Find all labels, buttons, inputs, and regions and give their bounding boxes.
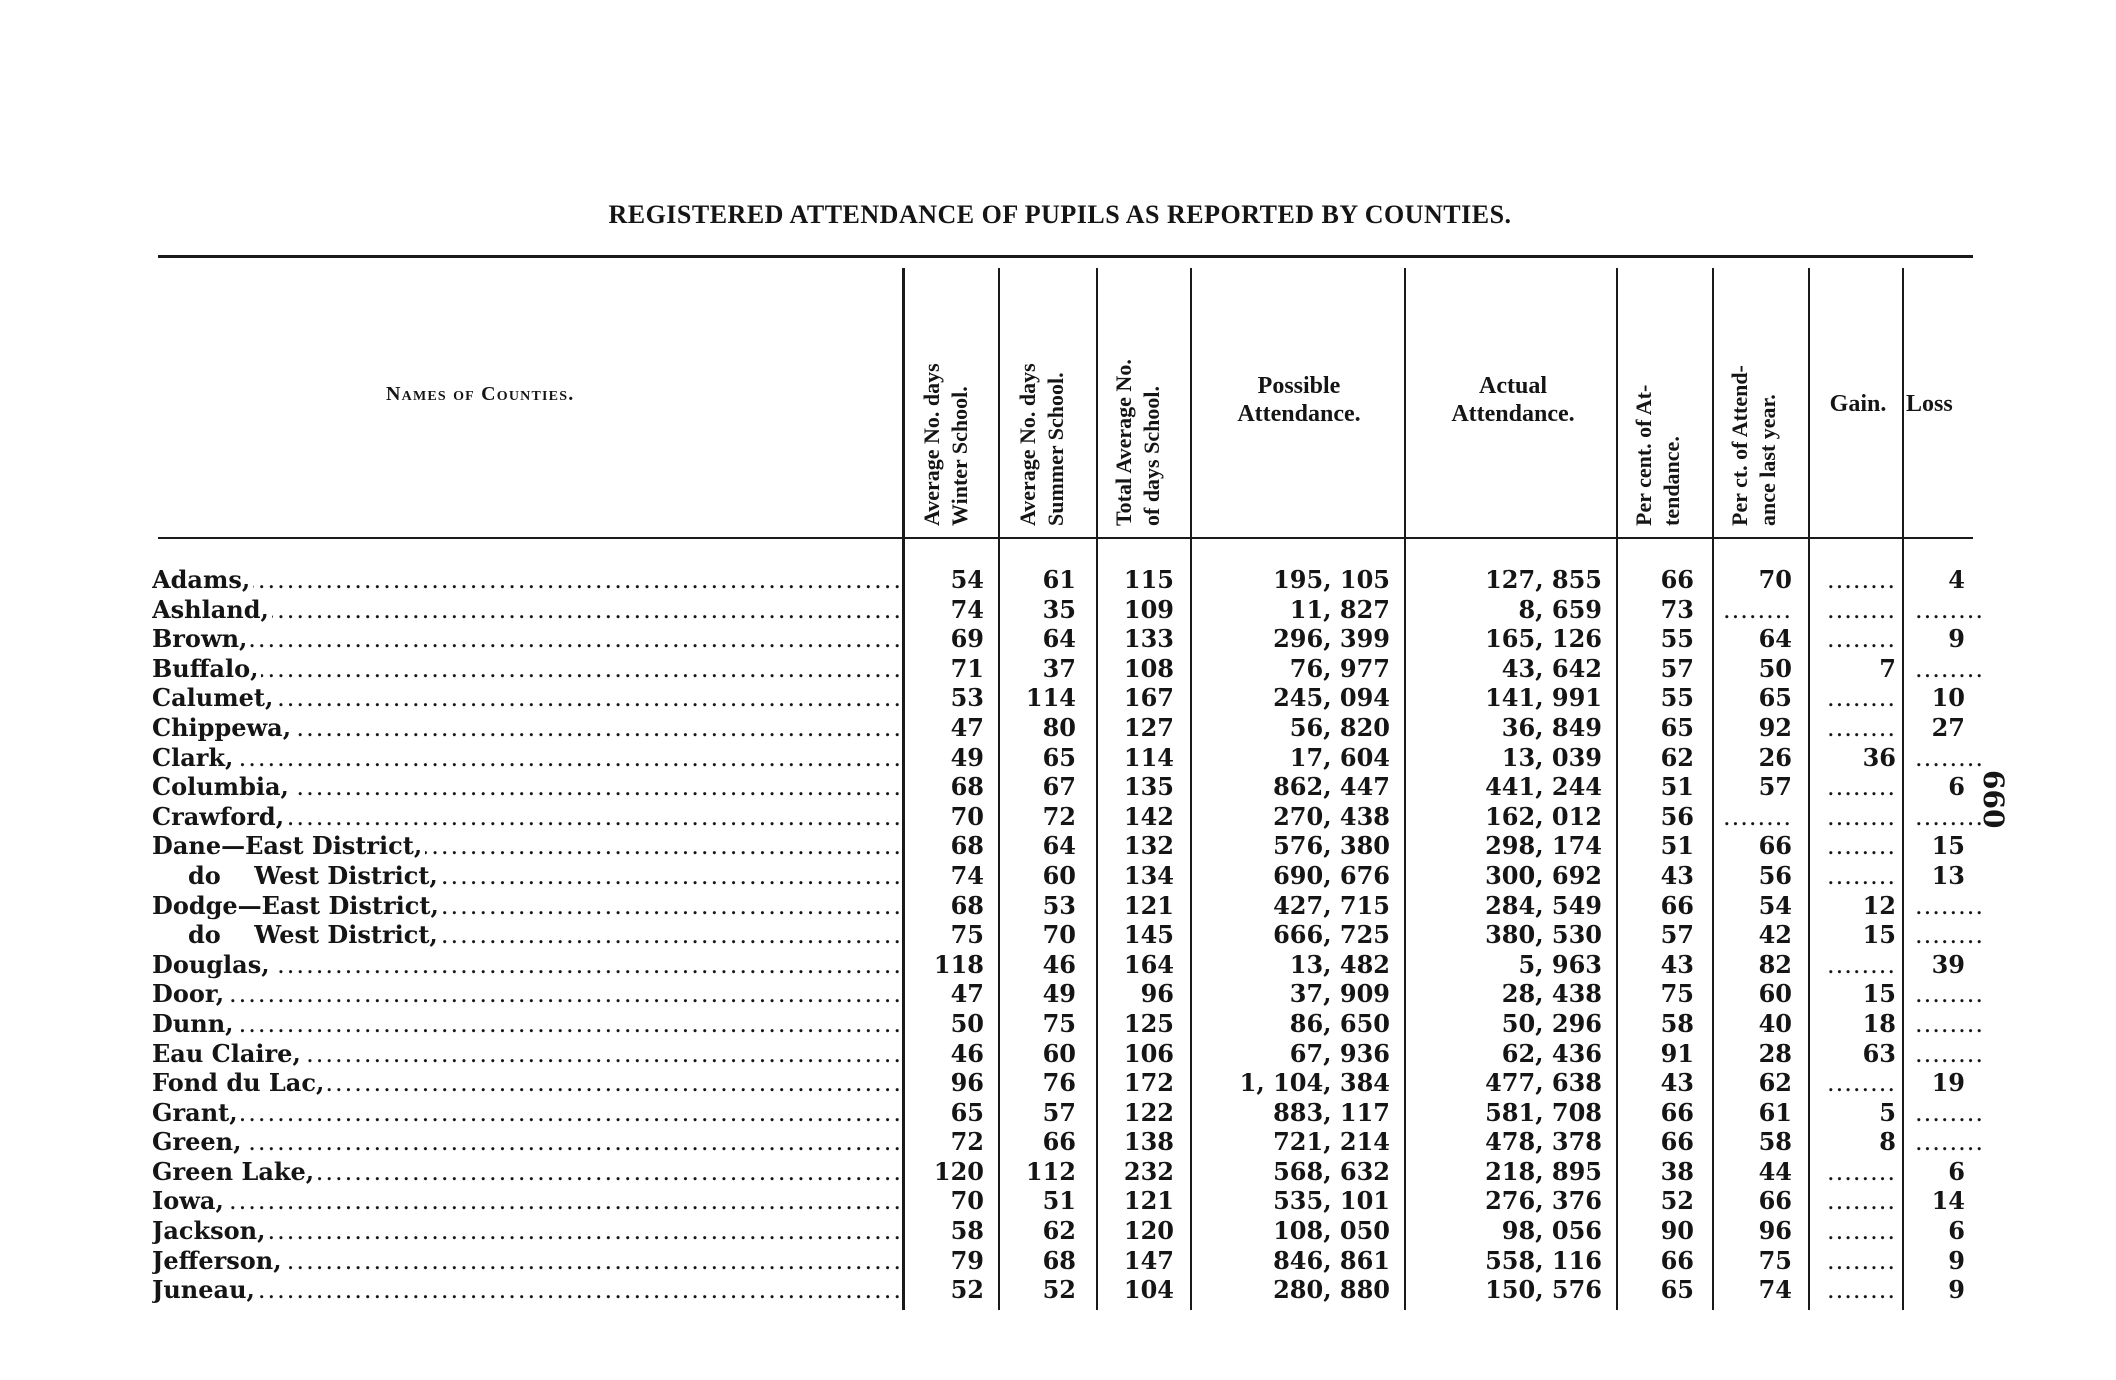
county-name: Adams, ..... (152, 566, 900, 594)
cell-loss: 15 (1931, 831, 1965, 861)
cell-gain: ........ (1826, 832, 1896, 861)
cell-possible-attendance: 721, 214 (1273, 1127, 1390, 1157)
cell-loss: 6 (1948, 1156, 1965, 1186)
cell-gain: ........ (1826, 1246, 1896, 1275)
cell-percent-attendance: 65 (1660, 712, 1694, 742)
cell-winter-days: 118 (933, 949, 984, 979)
cell-summer-days: 114 (1025, 683, 1076, 713)
cell-actual-attendance: 298, 174 (1485, 831, 1602, 861)
cell-summer-days: 46 (1042, 949, 1076, 979)
table-row (0, 951, 2116, 981)
cell-percent-attendance: 66 (1660, 1127, 1694, 1157)
cell-percent-last-year: 26 (1758, 742, 1792, 772)
cell-possible-attendance: 666, 725 (1273, 920, 1390, 950)
cell-possible-attendance: 11, 827 (1289, 594, 1390, 624)
cell-loss: 9 (1948, 624, 1965, 654)
table-row (0, 1158, 2116, 1188)
cell-actual-attendance: 43, 642 (1501, 653, 1602, 683)
table-row (0, 1247, 2116, 1277)
county-name: Crawford, ..... (152, 803, 900, 831)
county-table-body (0, 566, 2116, 1306)
cell-actual-attendance: 62, 436 (1501, 1038, 1602, 1068)
cell-percent-last-year: 58 (1758, 1127, 1792, 1157)
cell-possible-attendance: 690, 676 (1273, 860, 1390, 890)
cell-gain: ........ (1826, 1069, 1896, 1098)
cell-actual-attendance: 162, 012 (1485, 801, 1602, 831)
cell-total-days: 147 (1123, 1245, 1174, 1275)
cell-loss: 19 (1931, 1068, 1965, 1098)
cell-loss: ........ (1915, 1039, 1985, 1068)
cell-summer-days: 72 (1042, 801, 1076, 831)
page-number: 660 (1977, 770, 2010, 829)
cell-total-days: 121 (1123, 890, 1174, 920)
cell-possible-attendance: 427, 715 (1273, 890, 1390, 920)
cell-percent-attendance: 58 (1660, 1008, 1694, 1038)
cell-possible-attendance: 568, 632 (1273, 1156, 1390, 1186)
cell-gain: ........ (1826, 1157, 1896, 1186)
cell-percent-last-year: 57 (1758, 772, 1792, 802)
cell-summer-days: 35 (1042, 594, 1076, 624)
cell-percent-attendance: 55 (1660, 624, 1694, 654)
cell-gain: ........ (1826, 773, 1896, 802)
cell-loss: 9 (1948, 1275, 1965, 1305)
cell-total-days: 164 (1123, 949, 1174, 979)
cell-total-days: 133 (1123, 624, 1174, 654)
cell-gain: 12 (1862, 890, 1896, 920)
cell-possible-attendance: 576, 380 (1273, 831, 1390, 861)
cell-possible-attendance: 1, 104, 384 (1239, 1068, 1390, 1098)
cell-loss: 39 (1931, 949, 1965, 979)
county-name: Fond du Lac, ..... (152, 1069, 900, 1097)
cell-summer-days: 37 (1042, 653, 1076, 683)
table-row (0, 1187, 2116, 1217)
cell-total-days: 132 (1123, 831, 1174, 861)
cell-summer-days: 65 (1042, 742, 1076, 772)
cell-actual-attendance: 141, 991 (1485, 683, 1602, 713)
cell-total-days: 138 (1123, 1127, 1174, 1157)
cell-percent-attendance: 38 (1660, 1156, 1694, 1186)
cell-winter-days: 70 (950, 801, 984, 831)
table-row (0, 1069, 2116, 1099)
cell-actual-attendance: 558, 116 (1485, 1245, 1602, 1275)
table-row (0, 625, 2116, 655)
header-actual-attendance: Actual Attendance. (1451, 373, 1575, 427)
cell-summer-days: 60 (1042, 1038, 1076, 1068)
cell-possible-attendance: 56, 820 (1289, 712, 1390, 742)
header-gain: Gain. (1829, 391, 1887, 417)
cell-actual-attendance: 581, 708 (1485, 1097, 1602, 1127)
cell-percent-last-year: 56 (1758, 860, 1792, 890)
county-name: Grant, ..... (152, 1099, 900, 1127)
cell-percent-attendance: 56 (1660, 801, 1694, 831)
county-name: Columbia, ..... (152, 773, 900, 801)
table-row (0, 1128, 2116, 1158)
cell-total-days: 122 (1123, 1097, 1174, 1127)
cell-possible-attendance: 108, 050 (1273, 1216, 1390, 1246)
cell-loss: ........ (1915, 921, 1985, 950)
cell-percent-attendance: 66 (1660, 565, 1694, 594)
cell-actual-attendance: 478, 378 (1485, 1127, 1602, 1157)
county-name: Green Lake, ..... (152, 1158, 900, 1186)
table-row (0, 1099, 2116, 1129)
cell-possible-attendance: 67, 936 (1289, 1038, 1390, 1068)
cell-percent-last-year: 44 (1758, 1156, 1792, 1186)
cell-winter-days: 74 (950, 594, 984, 624)
cell-possible-attendance: 296, 399 (1273, 624, 1390, 654)
table-row (0, 862, 2116, 892)
cell-gain: ........ (1826, 950, 1896, 979)
table-row (0, 921, 2116, 951)
cell-summer-days: 76 (1042, 1068, 1076, 1098)
header-loss: Loss (1906, 391, 1953, 417)
cell-winter-days: 71 (950, 653, 984, 683)
cell-loss: 10 (1931, 683, 1965, 713)
header-rule (158, 537, 1973, 539)
cell-loss: 6 (1948, 1216, 1965, 1246)
cell-percent-attendance: 91 (1660, 1038, 1694, 1068)
top-rule (158, 255, 1973, 258)
cell-loss: ........ (1915, 802, 1985, 831)
cell-gain: ........ (1826, 1187, 1896, 1216)
cell-winter-days: 72 (950, 1127, 984, 1157)
cell-loss: 9 (1948, 1245, 1965, 1275)
cell-winter-days: 75 (950, 920, 984, 950)
county-name: Dodge—East District, ..... (152, 892, 900, 920)
table-row (0, 596, 2116, 626)
cell-percent-last-year: 66 (1758, 1186, 1792, 1216)
cell-winter-days: 120 (933, 1156, 984, 1186)
county-name: Douglas, ..... (152, 951, 900, 979)
cell-total-days: 134 (1123, 860, 1174, 890)
cell-actual-attendance: 36, 849 (1501, 712, 1602, 742)
cell-percent-last-year: 96 (1758, 1216, 1792, 1246)
cell-percent-attendance: 75 (1660, 979, 1694, 1009)
cell-winter-days: 65 (950, 1097, 984, 1127)
cell-possible-attendance: 846, 861 (1273, 1245, 1390, 1275)
header-total-days: Total Average No. of days School. (1111, 359, 1164, 526)
table-row (0, 1276, 2116, 1306)
header-possible-attendance: Possible Attendance. (1237, 373, 1361, 427)
cell-gain: ........ (1826, 595, 1896, 624)
cell-gain: 18 (1862, 1008, 1896, 1038)
cell-percent-last-year: 28 (1758, 1038, 1792, 1068)
table-row (0, 714, 2116, 744)
cell-actual-attendance: 276, 376 (1485, 1186, 1602, 1216)
cell-percent-last-year: 66 (1758, 831, 1792, 861)
cell-loss: ........ (1915, 980, 1985, 1009)
cell-summer-days: 66 (1042, 1127, 1076, 1157)
cell-possible-attendance: 195, 105 (1273, 565, 1390, 594)
cell-summer-days: 112 (1025, 1156, 1076, 1186)
cell-actual-attendance: 165, 126 (1485, 624, 1602, 654)
cell-winter-days: 74 (950, 860, 984, 890)
cell-percent-attendance: 52 (1660, 1186, 1694, 1216)
cell-winter-days: 47 (950, 979, 984, 1009)
cell-summer-days: 53 (1042, 890, 1076, 920)
cell-gain: ........ (1826, 684, 1896, 713)
cell-actual-attendance: 8, 659 (1518, 594, 1602, 624)
cell-percent-attendance: 43 (1660, 1068, 1694, 1098)
header-percent-last-year: Per ct. of Attend- ance last year. (1727, 365, 1780, 526)
cell-winter-days: 68 (950, 772, 984, 802)
cell-percent-attendance: 43 (1660, 949, 1694, 979)
page-title: REGISTERED ATTENDANCE OF PUPILS AS REPORTED BY COUNTIES. (608, 200, 1512, 229)
cell-summer-days: 57 (1042, 1097, 1076, 1127)
county-name: Ashland, ..... (152, 596, 900, 624)
table-row (0, 566, 2116, 596)
cell-actual-attendance: 284, 549 (1485, 890, 1602, 920)
cell-percent-attendance: 51 (1660, 772, 1694, 802)
cell-total-days: 108 (1123, 653, 1174, 683)
cell-summer-days: 52 (1042, 1275, 1076, 1305)
cell-summer-days: 51 (1042, 1186, 1076, 1216)
cell-percent-last-year: 54 (1758, 890, 1792, 920)
cell-summer-days: 67 (1042, 772, 1076, 802)
cell-percent-attendance: 57 (1660, 920, 1694, 950)
county-name: Dunn, ..... (152, 1010, 900, 1038)
cell-percent-last-year: ........ (1722, 802, 1792, 831)
cell-loss: ........ (1915, 595, 1985, 624)
cell-winter-days: 79 (950, 1245, 984, 1275)
cell-possible-attendance: 17, 604 (1289, 742, 1390, 772)
cell-loss: 4 (1948, 565, 1965, 594)
cell-total-days: 232 (1123, 1156, 1174, 1186)
cell-gain: ........ (1826, 566, 1896, 594)
table-row (0, 684, 2116, 714)
table-row (0, 1010, 2116, 1040)
cell-winter-days: 52 (950, 1275, 984, 1305)
cell-possible-attendance: 245, 094 (1273, 683, 1390, 713)
table-row (0, 1217, 2116, 1247)
cell-summer-days: 80 (1042, 712, 1076, 742)
cell-percent-attendance: 51 (1660, 831, 1694, 861)
cell-winter-days: 50 (950, 1008, 984, 1038)
cell-actual-attendance: 5, 963 (1518, 949, 1602, 979)
cell-percent-attendance: 62 (1660, 742, 1694, 772)
cell-total-days: 172 (1123, 1068, 1174, 1098)
cell-total-days: 135 (1123, 772, 1174, 802)
county-name: Clark, ..... (152, 744, 900, 772)
county-name: Brown, ..... (152, 625, 900, 653)
cell-gain: ........ (1826, 1276, 1896, 1305)
cell-actual-attendance: 127, 855 (1485, 565, 1602, 594)
cell-gain: 7 (1879, 653, 1896, 683)
cell-percent-attendance: 65 (1660, 1275, 1694, 1305)
county-name: Juneau, ..... (152, 1276, 900, 1304)
cell-total-days: 115 (1123, 565, 1174, 594)
cell-possible-attendance: 280, 880 (1273, 1275, 1390, 1305)
cell-loss: ........ (1915, 654, 1985, 683)
cell-summer-days: 64 (1042, 624, 1076, 654)
county-name: Door, ..... (152, 980, 900, 1008)
table-row (0, 803, 2116, 833)
cell-actual-attendance: 300, 692 (1485, 860, 1602, 890)
cell-percent-last-year: 70 (1758, 565, 1792, 594)
county-name: Chippewa, ..... (152, 714, 900, 742)
county-name: Jefferson, ..... (152, 1247, 900, 1275)
cell-possible-attendance: 270, 438 (1273, 801, 1390, 831)
cell-actual-attendance: 218, 895 (1485, 1156, 1602, 1186)
cell-gain: ........ (1826, 625, 1896, 654)
cell-total-days: 121 (1123, 1186, 1174, 1216)
cell-summer-days: 68 (1042, 1245, 1076, 1275)
cell-winter-days: 47 (950, 712, 984, 742)
cell-percent-attendance: 66 (1660, 1245, 1694, 1275)
cell-gain: ........ (1826, 802, 1896, 831)
cell-actual-attendance: 441, 244 (1485, 772, 1602, 802)
cell-possible-attendance: 76, 977 (1289, 653, 1390, 683)
cell-winter-days: 68 (950, 890, 984, 920)
county-name: Calumet, ..... (152, 684, 900, 712)
cell-percent-attendance: 57 (1660, 653, 1694, 683)
cell-gain: 5 (1879, 1097, 1896, 1127)
cell-actual-attendance: 13, 039 (1501, 742, 1602, 772)
cell-percent-attendance: 90 (1660, 1216, 1694, 1246)
cell-actual-attendance: 98, 056 (1501, 1216, 1602, 1246)
cell-loss: ........ (1915, 1128, 1985, 1157)
county-name: Eau Claire, ..... (152, 1040, 900, 1068)
cell-percent-last-year: 74 (1758, 1275, 1792, 1305)
table-row (0, 980, 2116, 1010)
cell-percent-last-year: 62 (1758, 1068, 1792, 1098)
cell-percent-last-year: 42 (1758, 920, 1792, 950)
cell-winter-days: 96 (950, 1068, 984, 1098)
county-name: Dane—East District, ..... (152, 832, 900, 860)
cell-summer-days: 70 (1042, 920, 1076, 950)
cell-total-days: 106 (1123, 1038, 1174, 1068)
cell-total-days: 120 (1123, 1216, 1174, 1246)
header-winter-school: Average No. days Winter School. (919, 363, 972, 526)
cell-gain: ........ (1826, 861, 1896, 890)
cell-total-days: 109 (1123, 594, 1174, 624)
county-name: Iowa, ..... (152, 1187, 900, 1215)
cell-gain: 8 (1879, 1127, 1896, 1157)
cell-percent-last-year: 92 (1758, 712, 1792, 742)
cell-winter-days: 53 (950, 683, 984, 713)
cell-total-days: 145 (1123, 920, 1174, 950)
cell-winter-days: 49 (950, 742, 984, 772)
cell-total-days: 104 (1123, 1275, 1174, 1305)
cell-percent-last-year: 75 (1758, 1245, 1792, 1275)
cell-percent-attendance: 73 (1660, 594, 1694, 624)
cell-total-days: 96 (1140, 979, 1174, 1009)
cell-total-days: 167 (1123, 683, 1174, 713)
cell-gain: ........ (1826, 713, 1896, 742)
county-name: Jackson, ..... (152, 1217, 900, 1245)
cell-gain: 15 (1862, 979, 1896, 1009)
cell-percent-last-year: 40 (1758, 1008, 1792, 1038)
cell-percent-last-year: 60 (1758, 979, 1792, 1009)
table-row (0, 744, 2116, 774)
cell-total-days: 127 (1123, 712, 1174, 742)
table-row (0, 832, 2116, 862)
cell-loss: 27 (1931, 712, 1965, 742)
cell-summer-days: 60 (1042, 860, 1076, 890)
cell-winter-days: 70 (950, 1186, 984, 1216)
cell-total-days: 142 (1123, 801, 1174, 831)
cell-possible-attendance: 37, 909 (1289, 979, 1390, 1009)
header-summer-school: Average No. days Summer School. (1015, 363, 1068, 526)
cell-percent-attendance: 66 (1660, 890, 1694, 920)
cell-loss: ........ (1915, 1009, 1985, 1038)
cell-gain: 36 (1862, 742, 1896, 772)
cell-actual-attendance: 380, 530 (1485, 920, 1602, 950)
cell-percent-last-year: 61 (1758, 1097, 1792, 1127)
cell-possible-attendance: 883, 117 (1273, 1097, 1390, 1127)
cell-loss: 14 (1931, 1186, 1965, 1216)
cell-percent-last-year: 64 (1758, 624, 1792, 654)
cell-loss: ........ (1915, 743, 1985, 772)
cell-total-days: 125 (1123, 1008, 1174, 1038)
cell-total-days: 114 (1123, 742, 1174, 772)
cell-percent-last-year: 50 (1758, 653, 1792, 683)
cell-winter-days: 58 (950, 1216, 984, 1246)
cell-summer-days: 62 (1042, 1216, 1076, 1246)
cell-loss: 13 (1931, 860, 1965, 890)
cell-loss: ........ (1915, 1098, 1985, 1127)
cell-percent-attendance: 66 (1660, 1097, 1694, 1127)
cell-summer-days: 49 (1042, 979, 1076, 1009)
cell-summer-days: 64 (1042, 831, 1076, 861)
cell-winter-days: 68 (950, 831, 984, 861)
cell-percent-attendance: 43 (1660, 860, 1694, 890)
cell-summer-days: 75 (1042, 1008, 1076, 1038)
cell-percent-last-year: 65 (1758, 683, 1792, 713)
cell-winter-days: 69 (950, 624, 984, 654)
cell-winter-days: 46 (950, 1038, 984, 1068)
table-row (0, 655, 2116, 685)
cell-gain: ........ (1826, 1217, 1896, 1246)
county-name: Green, ..... (152, 1128, 900, 1156)
cell-percent-attendance: 55 (1660, 683, 1694, 713)
cell-winter-days: 54 (950, 565, 984, 594)
cell-actual-attendance: 50, 296 (1501, 1008, 1602, 1038)
table-row (0, 1040, 2116, 1070)
table-row (0, 892, 2116, 922)
header-names-of-counties: Names of Counties. (386, 383, 575, 405)
cell-percent-last-year: ........ (1722, 595, 1792, 624)
cell-possible-attendance: 86, 650 (1289, 1008, 1390, 1038)
county-name: do West District, ..... (152, 921, 900, 949)
county-name: do West District, ..... (152, 862, 900, 890)
cell-percent-last-year: 82 (1758, 949, 1792, 979)
cell-gain: 63 (1862, 1038, 1896, 1068)
county-name: Buffalo, ..... (152, 655, 900, 683)
header-percent-attendance: Per cent. of At- tendance. (1631, 384, 1684, 526)
cell-summer-days: 61 (1042, 565, 1076, 594)
cell-loss: ........ (1915, 891, 1985, 920)
cell-actual-attendance: 28, 438 (1501, 979, 1602, 1009)
cell-possible-attendance: 535, 101 (1273, 1186, 1390, 1216)
cell-actual-attendance: 150, 576 (1485, 1275, 1602, 1305)
cell-actual-attendance: 477, 638 (1485, 1068, 1602, 1098)
cell-possible-attendance: 862, 447 (1273, 772, 1390, 802)
cell-gain: 15 (1862, 920, 1896, 950)
cell-loss: 6 (1948, 772, 1965, 802)
table-row (0, 773, 2116, 803)
cell-possible-attendance: 13, 482 (1289, 949, 1390, 979)
